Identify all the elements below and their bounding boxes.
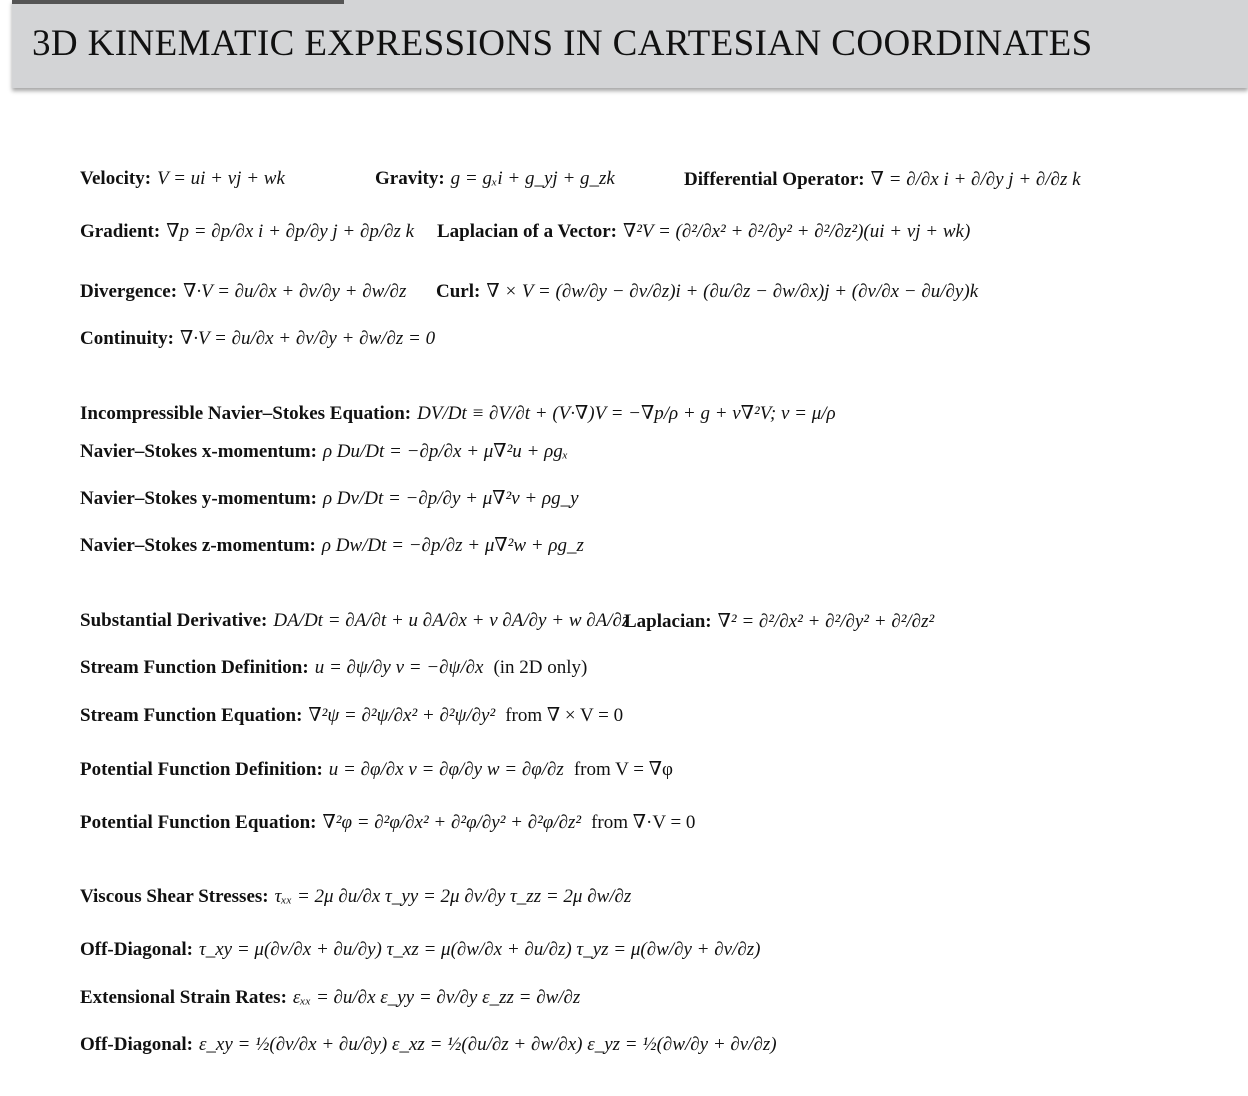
equation-label: Stream Function Definition:: [80, 657, 309, 678]
equation-label: Laplacian of a Vector:: [437, 220, 617, 242]
equation-label: Curl:: [436, 280, 481, 302]
equation-expression: ∇·V = ∂u/∂x + ∂v/∂y + ∂w/∂z: [183, 281, 407, 302]
title-banner: [12, 0, 1248, 88]
equation-expression: ρ Du/Dt = −∂p/∂x + μ∇²u + ρgₓ: [322, 441, 569, 462]
extensional-strain-rates: [80, 987, 580, 1009]
navier-stokes-y-momentum: [80, 487, 579, 510]
equation-expression: ε_xy = ½(∂v/∂x + ∂u/∂y) ε_xz = ½(∂u/∂z + ∂w/∂x) ε_yz = ½(∂w/∂y + ∂v/∂z): [198, 1034, 777, 1055]
equation-expression: τ_xy = μ(∂v/∂x + ∂u/∂y) τ_xz = μ(∂w/∂x + ∂u/∂z) τ_yz = μ(∂w/∂y + ∂v/∂z): [198, 939, 761, 960]
equation-label: Velocity:: [80, 168, 152, 189]
equation-label: Substantial Derivative:: [80, 610, 268, 631]
equation-label: Gravity:: [375, 168, 445, 189]
equation-expression: τₓₓ = 2μ ∂u/∂x τ_yy = 2μ ∂v/∂y τ_zz = 2μ ∂w/∂z: [274, 886, 632, 907]
equation-expression: DV/Dt ≡ ∂V/∂t + (V·∇)V = −∇p/ρ + g + ν∇²V; ν = μ/ρ: [417, 403, 836, 424]
equation-expression: εₓₓ = ∂u/∂x ε_yy = ∂v/∂y ε_zz = ∂w/∂z: [292, 987, 581, 1008]
stream-function-equation: [80, 704, 623, 727]
equation-label: Extensional Strain Rates:: [80, 987, 287, 1008]
laplacian-of-vector-equation: [437, 220, 970, 243]
equation-expression: ∇ = ∂/∂x i + ∂/∂y j + ∂/∂z k: [870, 169, 1081, 190]
laplacian-equation: [624, 610, 934, 633]
equation-expression: ∇²V = (∂²/∂x² + ∂²/∂y² + ∂²/∂z²)(ui + vj + wk): [622, 221, 971, 242]
potential-function-definition: [80, 758, 673, 781]
equation-expression: ∇p = ∂p/∂x i + ∂p/∂y j + ∂p/∂z k: [166, 221, 415, 242]
viscous-shear-stresses: [80, 886, 631, 908]
substantial-derivative-equation: [80, 610, 629, 632]
equation-note: from ∇ × V = 0: [505, 705, 624, 726]
equation-label: Stream Function Equation:: [80, 704, 303, 726]
off-diagonal-strain-rates: [80, 1034, 777, 1056]
equation-label: Navier–Stokes x-momentum:: [80, 440, 317, 462]
equation-expression: ρ Dv/Dt = −∂p/∂y + μ∇²v + ρg_y: [322, 488, 579, 509]
equation-label: Potential Function Equation:: [80, 811, 317, 833]
navier-stokes-x-momentum: [80, 440, 568, 463]
off-diagonal-stresses: [80, 939, 760, 961]
continuity-equation: [80, 327, 435, 350]
velocity-equation: [80, 168, 285, 190]
gravity-equation: [375, 168, 615, 190]
divergence-equation: [80, 280, 406, 303]
equation-expression: ∇²φ = ∂²φ/∂x² + ∂²φ/∂y² + ∂²φ/∂z²: [322, 812, 582, 833]
header-accent-bar: [12, 0, 344, 4]
equation-label: Incompressible Navier–Stokes Equation:: [80, 402, 412, 424]
equation-note: (in 2D only): [493, 657, 588, 678]
equation-expression: ∇² = ∂²/∂x² + ∂²/∂y² + ∂²/∂z²: [717, 611, 935, 632]
equation-expression: g = gₓi + g_yj + g_zk: [450, 168, 615, 189]
navier-stokes-z-momentum: [80, 534, 584, 557]
equation-label: Viscous Shear Stresses:: [80, 886, 269, 907]
stream-function-definition: [80, 657, 587, 679]
equation-expression: ∇·V = ∂u/∂x + ∂v/∂y + ∂w/∂z = 0: [179, 328, 436, 349]
equation-expression: DA/Dt = ∂A/∂t + u ∂A/∂x + v ∂A/∂y + w ∂A/∂z: [273, 610, 630, 631]
equation-label: Navier–Stokes y-momentum:: [80, 487, 317, 509]
differential-operator-equation: [684, 168, 1081, 191]
navier-stokes-equation: [80, 402, 836, 425]
equation-expression: ρ Dw/Dt = −∂p/∂z + μ∇²w + ρg_z: [321, 535, 584, 556]
equation-label: Gradient:: [80, 220, 161, 242]
equation-expression: ∇²ψ = ∂²ψ/∂x² + ∂²ψ/∂y²: [308, 705, 496, 726]
equation-label: Divergence:: [80, 280, 178, 302]
equation-expression: V = ui + vj + wk: [157, 168, 285, 189]
equation-label: Laplacian:: [624, 610, 712, 632]
equation-label: Navier–Stokes z-momentum:: [80, 534, 316, 556]
equation-note: from V = ∇φ: [573, 759, 673, 780]
page-title: 3D KINEMATIC EXPRESSIONS IN CARTESIAN COORDINATES: [32, 23, 1093, 64]
equation-label: Continuity:: [80, 327, 174, 349]
equation-expression: u = ∂φ/∂x v = ∂φ/∂y w = ∂φ/∂z: [328, 758, 564, 780]
equation-label: Off-Diagonal:: [80, 1034, 193, 1055]
equation-expression: ∇ × V = (∂w/∂y − ∂v/∂z)i + (∂u/∂z − ∂w/∂x)j + (∂v/∂x − ∂u/∂y)k: [486, 281, 979, 302]
equation-expression: u = ∂ψ/∂y v = −∂ψ/∂x: [314, 657, 484, 678]
equation-note: from ∇·V = 0: [591, 812, 696, 833]
equation-label: Differential Operator:: [684, 168, 865, 190]
curl-equation: [436, 280, 978, 303]
gradient-equation: [80, 220, 414, 243]
equation-label: Potential Function Definition:: [80, 758, 323, 780]
potential-function-equation: [80, 811, 695, 834]
equation-label: Off-Diagonal:: [80, 939, 193, 960]
